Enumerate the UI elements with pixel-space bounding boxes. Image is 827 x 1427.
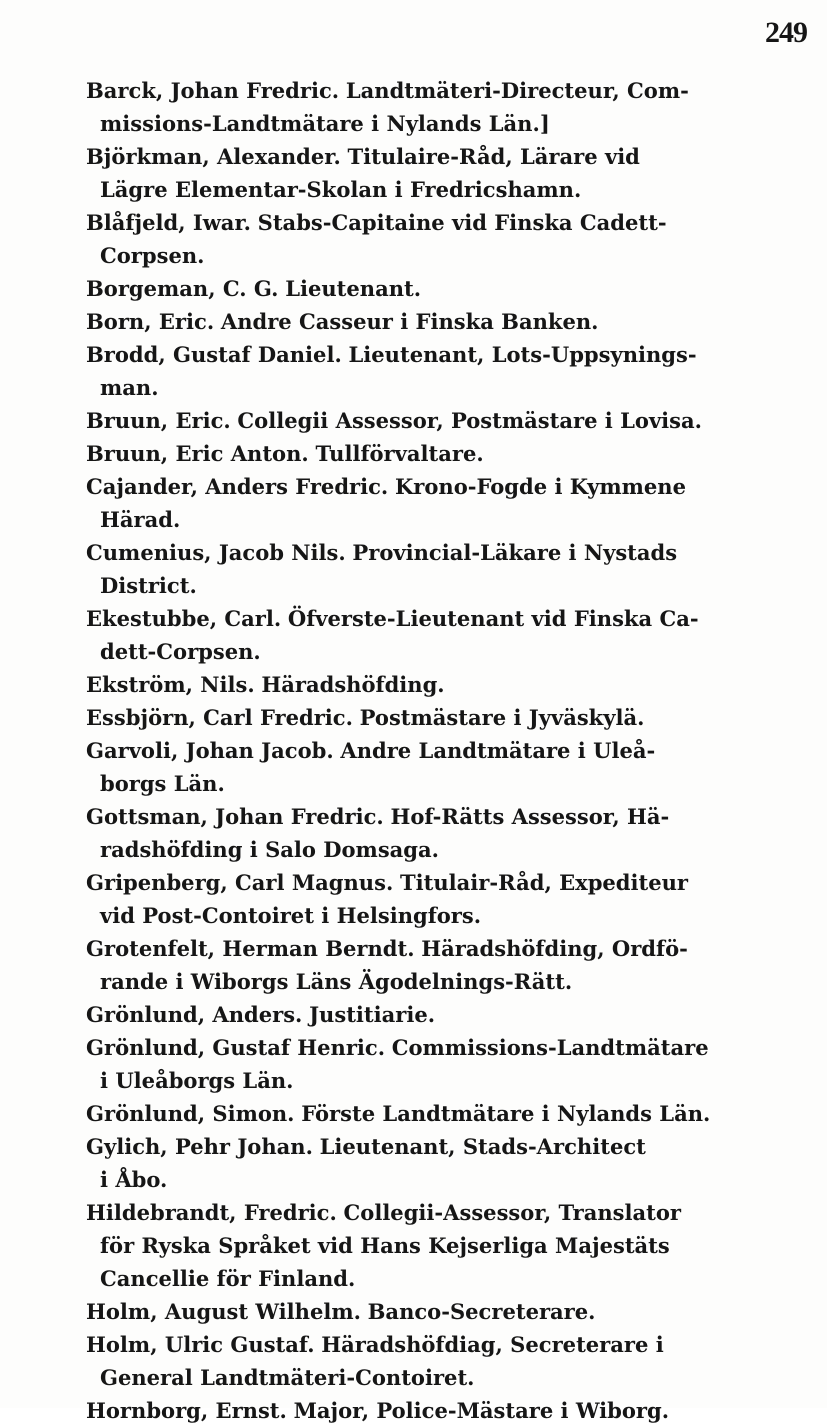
directory-entry xyxy=(86,1196,826,1295)
person-title-continuation: borgs Län. xyxy=(100,771,225,796)
person-title: Häradshöfdiag, Secreterare i xyxy=(321,1332,664,1357)
directory-entry xyxy=(86,866,826,932)
entry-line xyxy=(86,1328,826,1361)
person-title: Öfverste-Lieutenant vid Finska Ca- xyxy=(287,606,699,631)
directory-entry xyxy=(86,206,826,272)
directory-entry xyxy=(86,1130,826,1196)
person-name: Grotenfelt, Herman Berndt. xyxy=(86,936,415,961)
person-name: Grönlund, Simon. xyxy=(86,1101,295,1126)
person-name: Grönlund, Gustaf Henric. xyxy=(86,1035,386,1060)
person-title-continuation: radshöfding i Salo Domsaga. xyxy=(100,837,439,862)
person-title: Provincial-Läkare i Nystads xyxy=(352,540,678,565)
person-name: Gottsman, Johan Fredric. xyxy=(86,804,384,829)
entry-line xyxy=(86,470,826,503)
person-title-continuation: Lägre Elementar-Skolan i Fredricshamn. xyxy=(100,177,582,202)
person-name: Gripenberg, Carl Magnus. xyxy=(86,870,394,895)
entry-line xyxy=(86,602,826,635)
person-title: Lieutenant, Lots-Uppsynings- xyxy=(348,342,697,367)
person-title: Häradshöfding. xyxy=(261,672,445,697)
directory-entry xyxy=(86,1097,826,1130)
person-title-continuation: General Landtmäteri-Contoiret. xyxy=(100,1365,475,1390)
entry-line xyxy=(86,1196,826,1229)
person-title: Postmästare i Jyväskylä. xyxy=(359,705,645,730)
person-title: Titulair-Råd, Expediteur xyxy=(399,870,689,895)
person-name: Barck, Johan Fredric. xyxy=(86,78,340,103)
person-title-continuation: dett-Corpsen. xyxy=(100,639,261,664)
person-name: Ekström, Nils. xyxy=(86,672,255,697)
directory-entry xyxy=(86,734,826,800)
person-name: Garvoli, Johan Jacob. xyxy=(86,738,334,763)
person-title: Andre Casseur i Finska Banken. xyxy=(220,309,599,334)
person-name: Hornborg, Ernst. xyxy=(86,1398,287,1423)
directory-entry xyxy=(86,932,826,998)
person-title: Titulaire-Råd, Lärare vid xyxy=(347,144,640,169)
person-title-continuation: man. xyxy=(100,375,159,400)
person-name: Essbjörn, Carl Fredric. xyxy=(86,705,353,730)
person-title: Häradshöfding, Ordfö- xyxy=(421,936,688,961)
entry-line xyxy=(86,668,826,701)
entry-line xyxy=(86,1130,826,1163)
entry-line xyxy=(86,734,826,767)
directory-entry xyxy=(86,74,826,140)
directory-entry xyxy=(86,536,826,602)
person-name: Holm, Ulric Gustaf. xyxy=(86,1332,315,1357)
entry-line xyxy=(86,140,826,173)
person-title-continuation: District. xyxy=(100,573,197,598)
directory-entry xyxy=(86,437,826,470)
person-title: Krono-Fogde i Kymmene xyxy=(394,474,686,499)
person-title: Landtmäteri-Directeur, Com- xyxy=(345,78,689,103)
entry-line xyxy=(86,1394,826,1427)
person-name: Cajander, Anders Fredric. xyxy=(86,474,389,499)
person-name: Holm, August Wilhelm. xyxy=(86,1299,361,1324)
person-title: Major, Police-Mästare i Wiborg. xyxy=(293,1398,670,1423)
directory-entry xyxy=(86,800,826,866)
person-name: Björkman, Alexander. xyxy=(86,144,341,169)
person-name: Cumenius, Jacob Nils. xyxy=(86,540,346,565)
directory-entry xyxy=(86,1295,826,1328)
person-name: Borgeman, C. G. xyxy=(86,276,279,301)
directory-entry xyxy=(86,404,826,437)
person-title: Lieutenant, Stads-Architect xyxy=(319,1134,646,1159)
entry-line xyxy=(86,404,826,437)
person-name: Brodd, Gustaf Daniel. xyxy=(86,342,342,367)
directory-entry xyxy=(86,701,826,734)
directory-entry xyxy=(86,338,826,404)
person-name: Bruun, Eric. xyxy=(86,408,231,433)
person-title: Commissions-Landtmätare xyxy=(391,1035,709,1060)
directory-entry xyxy=(86,272,826,305)
directory-entry xyxy=(86,1031,826,1097)
entry-line xyxy=(86,305,826,338)
person-name: Blåfjeld, Iwar. xyxy=(86,210,251,235)
person-title: Stabs-Capitaine vid Finska Cadett- xyxy=(257,210,667,235)
directory-entry xyxy=(86,668,826,701)
person-name: Grönlund, Anders. xyxy=(86,1002,303,1027)
directory-entry xyxy=(86,470,826,536)
directory-entry xyxy=(86,1394,826,1427)
person-title-continuation: för Ryska Språket vid Hans Kejserliga Majestäts xyxy=(100,1233,670,1258)
page-number: 249 xyxy=(765,16,807,49)
entry-line xyxy=(86,1097,826,1130)
entry-line xyxy=(86,206,826,239)
person-title: Justitiarie. xyxy=(309,1002,436,1027)
person-title: Lieutenant. xyxy=(285,276,422,301)
person-name: Bruun, Eric Anton. xyxy=(86,441,309,466)
person-title: Collegii-Assessor, Translator xyxy=(343,1200,681,1225)
person-title-continuation: rande i Wiborgs Läns Ägodelnings-Rätt. xyxy=(100,969,573,994)
directory-entry xyxy=(86,140,826,206)
entry-line xyxy=(86,800,826,833)
person-name: Hildebrandt, Fredric. xyxy=(86,1200,337,1225)
person-title: Förste Landtmätare i Nylands Län. xyxy=(301,1101,711,1126)
entry-line xyxy=(86,1295,826,1328)
person-title: Collegii Assessor, Postmästare i Lovisa. xyxy=(237,408,702,433)
person-title-continuation: Härad. xyxy=(100,507,181,532)
person-name: Gylich, Pehr Johan. xyxy=(86,1134,313,1159)
person-title-continuation: i Uleåborgs Län. xyxy=(100,1068,294,1093)
person-title-continuation: Cancellie för Finland. xyxy=(100,1266,356,1291)
directory-entry xyxy=(86,998,826,1031)
person-name: Born, Eric. xyxy=(86,309,215,334)
entry-line xyxy=(86,866,826,899)
person-title-continuation: i Åbo. xyxy=(100,1167,168,1192)
entry-line xyxy=(86,74,826,107)
directory-entry xyxy=(86,602,826,668)
directory-entry xyxy=(86,1328,826,1394)
entry-line xyxy=(86,272,826,305)
entry-line xyxy=(86,338,826,371)
person-title: Hof-Rätts Assessor, Hä- xyxy=(390,804,670,829)
entry-line xyxy=(86,998,826,1031)
entry-line xyxy=(86,437,826,470)
entry-line xyxy=(86,1031,826,1064)
directory-list xyxy=(86,74,826,1427)
person-title-continuation: missions-Landtmätare i Nylands Län.] xyxy=(100,111,550,136)
person-name: Ekestubbe, Carl. xyxy=(86,606,282,631)
person-title-continuation: vid Post-Contoiret i Helsingfors. xyxy=(100,903,482,928)
directory-entry xyxy=(86,305,826,338)
entry-line xyxy=(86,932,826,965)
person-title: Banco-Secreterare. xyxy=(367,1299,596,1324)
person-title-continuation: Corpsen. xyxy=(100,243,205,268)
entry-line xyxy=(86,536,826,569)
person-title: Tullförvaltare. xyxy=(315,441,484,466)
entry-line xyxy=(86,701,826,734)
person-title: Andre Landtmätare i Uleå- xyxy=(340,738,656,763)
